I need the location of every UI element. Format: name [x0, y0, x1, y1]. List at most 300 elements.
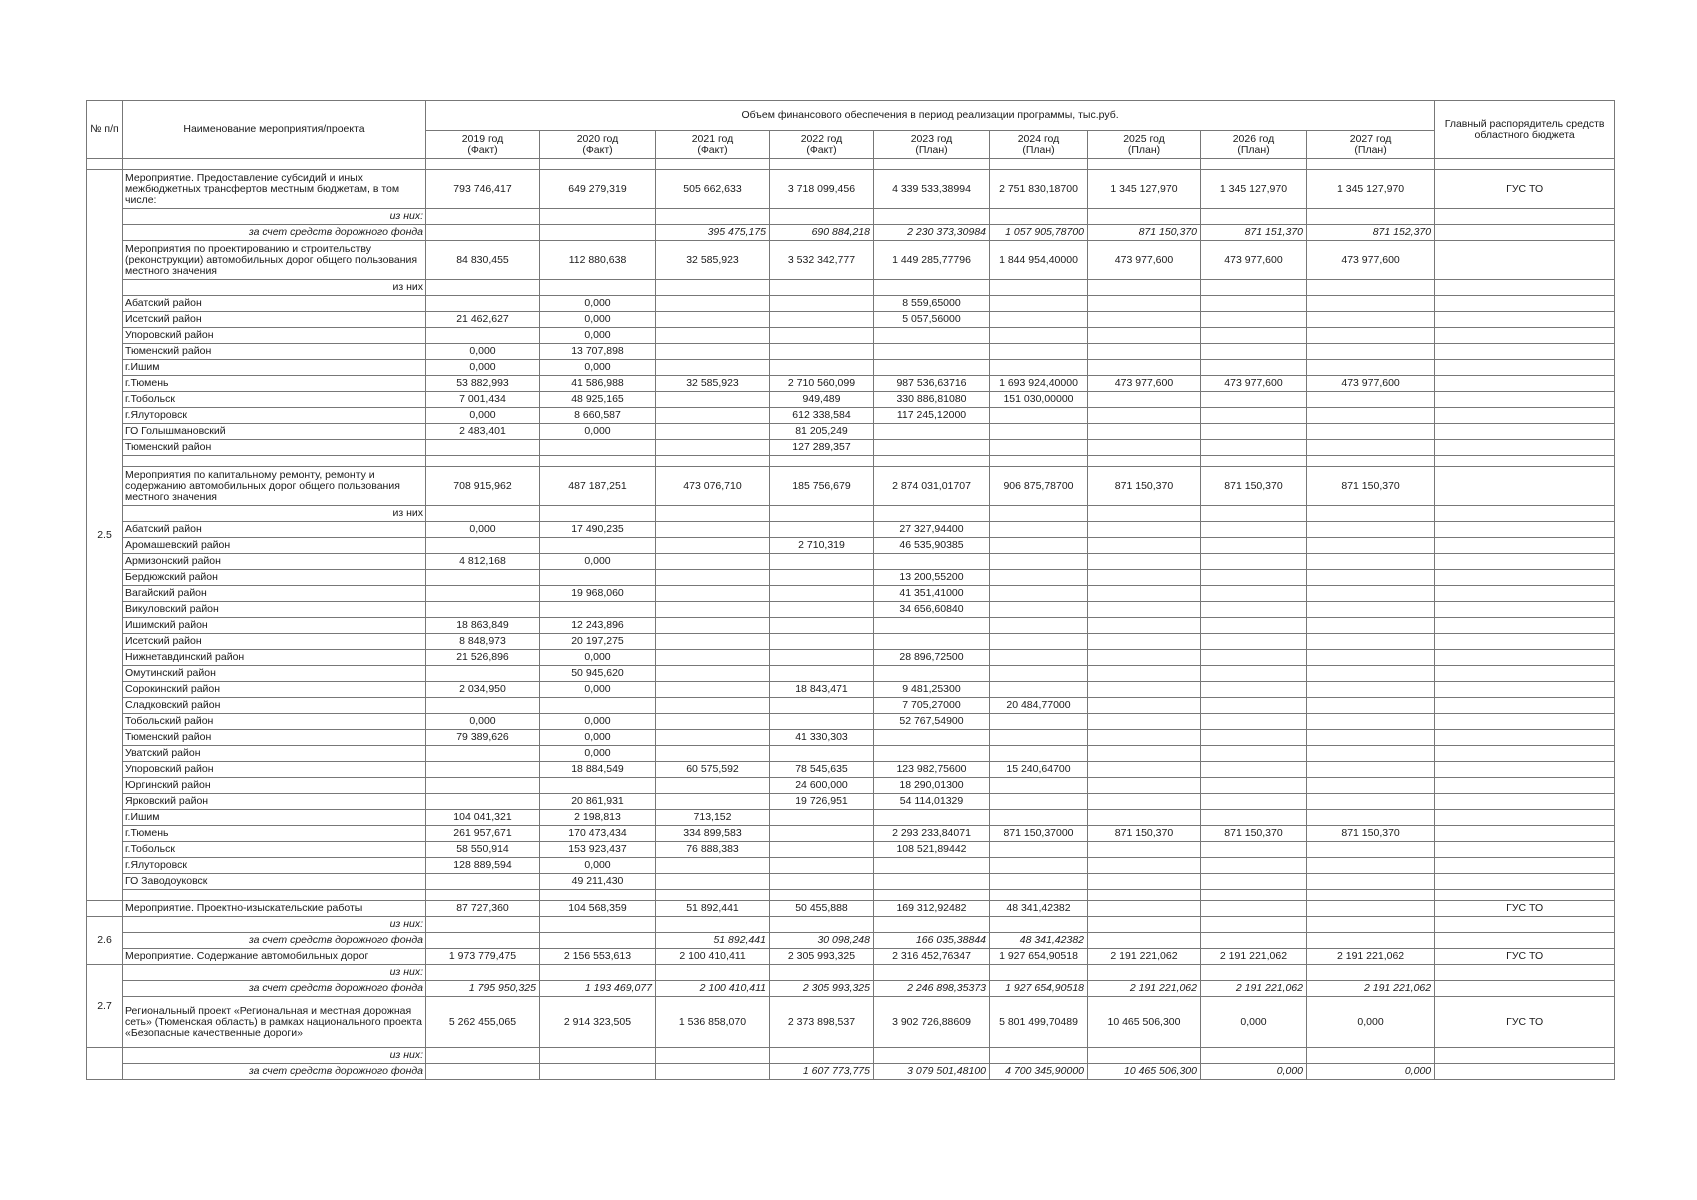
- value-cell: [1201, 650, 1307, 666]
- value-cell: [874, 328, 990, 344]
- value-cell: [1201, 392, 1307, 408]
- section-number: [87, 159, 123, 170]
- district-name: Армизонский район: [123, 554, 426, 570]
- value-cell: [1088, 778, 1201, 794]
- manager-cell: [1435, 522, 1615, 538]
- value-cell: [1201, 280, 1307, 296]
- value-cell: 1 536 858,070: [656, 997, 770, 1048]
- value-cell: [990, 344, 1088, 360]
- value-cell: 20 197,275: [540, 634, 656, 650]
- value-cell: [874, 159, 990, 170]
- value-cell: [874, 890, 990, 901]
- value-cell: [656, 634, 770, 650]
- value-cell: 690 884,218: [770, 225, 874, 241]
- value-cell: 15 240,64700: [990, 762, 1088, 778]
- value-cell: [990, 159, 1088, 170]
- value-cell: [1088, 874, 1201, 890]
- manager-cell: [1435, 440, 1615, 456]
- value-cell: [1201, 874, 1307, 890]
- value-cell: 473 977,600: [1088, 376, 1201, 392]
- value-cell: [426, 917, 540, 933]
- table-row: [87, 209, 1615, 225]
- value-cell: [1088, 762, 1201, 778]
- value-cell: [1307, 698, 1435, 714]
- value-cell: 1 844 954,40000: [990, 241, 1088, 280]
- district-name: Тобольский район: [123, 714, 426, 730]
- manager-cell: [1435, 714, 1615, 730]
- district-name: г.Тюмень: [123, 376, 426, 392]
- value-cell: [990, 440, 1088, 456]
- manager-cell: [1435, 762, 1615, 778]
- value-cell: 153 923,437: [540, 842, 656, 858]
- value-cell: [656, 618, 770, 634]
- value-cell: 871 150,370: [1201, 467, 1307, 506]
- district-name: Вагайский район: [123, 586, 426, 602]
- measure-name: Региональный проект «Региональная и местная дорожная сеть» (Тюменская область) в рамках национального проекта «Безопасные качественные дороги»: [123, 997, 426, 1048]
- value-cell: [656, 586, 770, 602]
- value-cell: 793 746,417: [426, 170, 540, 209]
- value-cell: [770, 456, 874, 467]
- value-cell: [1307, 538, 1435, 554]
- table-row: [87, 360, 1615, 376]
- value-cell: [990, 554, 1088, 570]
- value-cell: 104 568,359: [540, 901, 656, 917]
- value-cell: [874, 344, 990, 360]
- manager-cell: [1435, 650, 1615, 666]
- value-cell: [1307, 682, 1435, 698]
- value-cell: 48 341,42382: [990, 901, 1088, 917]
- value-cell: [656, 1064, 770, 1080]
- manager-cell: [1435, 890, 1615, 901]
- value-cell: [1088, 933, 1201, 949]
- value-cell: [1307, 858, 1435, 874]
- manager-cell: [1435, 842, 1615, 858]
- table-row: [87, 810, 1615, 826]
- value-cell: 473 977,600: [1307, 376, 1435, 392]
- value-cell: 871 150,370: [1307, 467, 1435, 506]
- value-cell: [1307, 1048, 1435, 1064]
- value-cell: 0,000: [1307, 1064, 1435, 1080]
- value-cell: [540, 280, 656, 296]
- value-cell: [990, 666, 1088, 682]
- value-cell: [656, 159, 770, 170]
- value-cell: 0,000: [540, 730, 656, 746]
- value-cell: 2 914 323,505: [540, 997, 656, 1048]
- value-cell: 2 156 553,613: [540, 949, 656, 965]
- value-cell: 0,000: [426, 522, 540, 538]
- value-cell: [770, 810, 874, 826]
- value-cell: 151 030,00000: [990, 392, 1088, 408]
- manager-cell: [1435, 634, 1615, 650]
- table-row: [87, 949, 1615, 965]
- value-cell: 0,000: [540, 328, 656, 344]
- district-name: Омутинский район: [123, 666, 426, 682]
- value-cell: [1307, 778, 1435, 794]
- value-cell: 51 892,441: [656, 901, 770, 917]
- value-cell: [656, 602, 770, 618]
- manager-cell: [1435, 312, 1615, 328]
- value-cell: [540, 890, 656, 901]
- value-cell: [1307, 209, 1435, 225]
- value-cell: [990, 570, 1088, 586]
- value-cell: [770, 209, 874, 225]
- value-cell: [990, 778, 1088, 794]
- value-cell: 473 977,600: [1088, 241, 1201, 280]
- value-cell: [1307, 730, 1435, 746]
- district-name: Упоровский район: [123, 328, 426, 344]
- value-cell: 473 977,600: [1201, 376, 1307, 392]
- value-cell: 24 600,000: [770, 778, 874, 794]
- value-cell: [656, 522, 770, 538]
- value-cell: [990, 328, 1088, 344]
- year-header: 2024 год (План): [990, 131, 1088, 159]
- value-cell: [874, 810, 990, 826]
- value-cell: 41 330,303: [770, 730, 874, 746]
- value-cell: [656, 858, 770, 874]
- value-cell: [1307, 714, 1435, 730]
- value-cell: 7 001,434: [426, 392, 540, 408]
- value-cell: 0,000: [1201, 1064, 1307, 1080]
- value-cell: [426, 698, 540, 714]
- value-cell: 2 191 221,062: [1201, 981, 1307, 997]
- value-cell: [656, 456, 770, 467]
- value-cell: [990, 794, 1088, 810]
- value-cell: [1201, 586, 1307, 602]
- value-cell: 334 899,583: [656, 826, 770, 842]
- value-cell: [1088, 618, 1201, 634]
- section-number: [87, 1048, 123, 1080]
- value-cell: [1201, 456, 1307, 467]
- manager-cell: [1435, 392, 1615, 408]
- value-cell: [990, 506, 1088, 522]
- value-cell: 53 882,993: [426, 376, 540, 392]
- value-cell: [770, 280, 874, 296]
- manager-cell: [1435, 618, 1615, 634]
- section-number: 2.6: [87, 917, 123, 965]
- value-cell: [1307, 159, 1435, 170]
- fund-label: за счет средств дорожного фонда: [123, 1064, 426, 1080]
- section-number: 2.5: [87, 170, 123, 901]
- value-cell: [1201, 209, 1307, 225]
- value-cell: [1088, 842, 1201, 858]
- manager-cell: [1435, 1048, 1615, 1064]
- value-cell: 104 041,321: [426, 810, 540, 826]
- value-cell: 708 915,962: [426, 467, 540, 506]
- value-cell: 50 455,888: [770, 901, 874, 917]
- fund-label: за счет средств дорожного фонда: [123, 933, 426, 949]
- value-cell: 0,000: [540, 682, 656, 698]
- value-cell: [540, 602, 656, 618]
- value-cell: [426, 762, 540, 778]
- value-cell: [1307, 312, 1435, 328]
- manager-cell: [1435, 360, 1615, 376]
- value-cell: [540, 506, 656, 522]
- value-cell: [990, 965, 1088, 981]
- value-cell: [1088, 901, 1201, 917]
- manager-cell: [1435, 602, 1615, 618]
- table-row: [87, 280, 1615, 296]
- value-cell: [770, 522, 874, 538]
- value-cell: 9 481,25300: [874, 682, 990, 698]
- value-cell: [656, 890, 770, 901]
- district-name: г.Тобольск: [123, 842, 426, 858]
- value-cell: 127 289,357: [770, 440, 874, 456]
- manager-cell: [1435, 917, 1615, 933]
- value-cell: [426, 1048, 540, 1064]
- value-cell: [1307, 328, 1435, 344]
- value-cell: 473 977,600: [1201, 241, 1307, 280]
- value-cell: [874, 858, 990, 874]
- table-row: [87, 376, 1615, 392]
- table-row: [87, 440, 1615, 456]
- section-number: 2.7: [87, 965, 123, 1048]
- value-cell: [990, 296, 1088, 312]
- value-cell: 0,000: [426, 714, 540, 730]
- value-cell: [656, 965, 770, 981]
- value-cell: [1201, 522, 1307, 538]
- value-cell: 54 114,01329: [874, 794, 990, 810]
- manager-cell: [1435, 241, 1615, 280]
- value-cell: [1307, 456, 1435, 467]
- value-cell: [540, 209, 656, 225]
- col-name-header: Наименование мероприятия/проекта: [123, 101, 426, 159]
- value-cell: [770, 159, 874, 170]
- value-cell: [1088, 296, 1201, 312]
- value-cell: 21 462,627: [426, 312, 540, 328]
- district-name: Тюменский район: [123, 440, 426, 456]
- value-cell: [426, 456, 540, 467]
- table-row: [87, 344, 1615, 360]
- value-cell: [1088, 209, 1201, 225]
- empty-cell: [123, 159, 426, 170]
- value-cell: [1307, 440, 1435, 456]
- value-cell: [874, 440, 990, 456]
- manager-cell: [1435, 965, 1615, 981]
- value-cell: [426, 225, 540, 241]
- district-name: г.Ишим: [123, 810, 426, 826]
- value-cell: 18 863,849: [426, 618, 540, 634]
- value-cell: [1088, 602, 1201, 618]
- district-name: Абатский район: [123, 296, 426, 312]
- year-header: 2023 год (План): [874, 131, 990, 159]
- table-row: [87, 981, 1615, 997]
- manager-cell: ГУС ТО: [1435, 997, 1615, 1048]
- value-cell: 1 345 127,970: [1088, 170, 1201, 209]
- value-cell: [1201, 917, 1307, 933]
- value-cell: [1201, 538, 1307, 554]
- value-cell: [1307, 810, 1435, 826]
- table-row: [87, 874, 1615, 890]
- manager-cell: ГУС ТО: [1435, 949, 1615, 965]
- value-cell: [656, 408, 770, 424]
- value-cell: [540, 440, 656, 456]
- value-cell: [1201, 344, 1307, 360]
- value-cell: [1201, 794, 1307, 810]
- value-cell: [770, 586, 874, 602]
- value-cell: 612 338,584: [770, 408, 874, 424]
- value-cell: [1088, 858, 1201, 874]
- value-cell: [874, 554, 990, 570]
- value-cell: [1307, 296, 1435, 312]
- value-cell: 2 100 410,411: [656, 949, 770, 965]
- value-cell: 2 191 221,062: [1307, 981, 1435, 997]
- table-row: [87, 570, 1615, 586]
- value-cell: [1201, 698, 1307, 714]
- manager-cell: [1435, 328, 1615, 344]
- value-cell: 13 200,55200: [874, 570, 990, 586]
- value-cell: 473 977,600: [1307, 241, 1435, 280]
- year-header: 2019 год (Факт): [426, 131, 540, 159]
- value-cell: 4 700 345,90000: [990, 1064, 1088, 1080]
- empty-cell: [123, 890, 426, 901]
- value-cell: [1201, 890, 1307, 901]
- value-cell: [990, 917, 1088, 933]
- subheading-label: из них:: [123, 917, 426, 933]
- value-cell: [1307, 650, 1435, 666]
- value-cell: [1201, 159, 1307, 170]
- district-name: Ярковский район: [123, 794, 426, 810]
- value-cell: 2 100 410,411: [656, 981, 770, 997]
- value-cell: 0,000: [426, 408, 540, 424]
- value-cell: 0,000: [1307, 997, 1435, 1048]
- fund-label: за счет средств дорожного фонда: [123, 981, 426, 997]
- value-cell: [990, 209, 1088, 225]
- value-cell: [874, 965, 990, 981]
- value-cell: 871 150,370: [1088, 826, 1201, 842]
- value-cell: 32 585,923: [656, 376, 770, 392]
- district-name: Сорокинский район: [123, 682, 426, 698]
- table-row: [87, 538, 1615, 554]
- value-cell: [770, 634, 874, 650]
- value-cell: [540, 538, 656, 554]
- district-name: Исетский район: [123, 634, 426, 650]
- value-cell: 1 345 127,970: [1201, 170, 1307, 209]
- fund-label: за счет средств дорожного фонда: [123, 225, 426, 241]
- value-cell: [990, 890, 1088, 901]
- value-cell: [1088, 965, 1201, 981]
- value-cell: 18 843,471: [770, 682, 874, 698]
- manager-cell: [1435, 874, 1615, 890]
- value-cell: [1088, 522, 1201, 538]
- value-cell: 0,000: [540, 424, 656, 440]
- value-cell: [990, 842, 1088, 858]
- value-cell: [874, 666, 990, 682]
- table-row: [87, 1048, 1615, 1064]
- value-cell: [1088, 456, 1201, 467]
- value-cell: [874, 424, 990, 440]
- subheading-label: из них:: [123, 965, 426, 981]
- value-cell: [1088, 538, 1201, 554]
- value-cell: 1 927 654,90518: [990, 949, 1088, 965]
- value-cell: 3 532 342,777: [770, 241, 874, 280]
- district-name: Викуловский район: [123, 602, 426, 618]
- value-cell: 18 290,01300: [874, 778, 990, 794]
- value-cell: [770, 890, 874, 901]
- value-cell: 2 198,813: [540, 810, 656, 826]
- district-name: г.Тобольск: [123, 392, 426, 408]
- value-cell: [540, 159, 656, 170]
- value-cell: [540, 933, 656, 949]
- value-cell: [1088, 650, 1201, 666]
- value-cell: [426, 602, 540, 618]
- manager-cell: [1435, 981, 1615, 997]
- table-row: [87, 762, 1615, 778]
- value-cell: [656, 698, 770, 714]
- table-row: [87, 1064, 1615, 1080]
- value-cell: [540, 698, 656, 714]
- manager-cell: [1435, 586, 1615, 602]
- value-cell: [1201, 328, 1307, 344]
- value-cell: [1088, 698, 1201, 714]
- district-name: Бердюжский район: [123, 570, 426, 586]
- value-cell: [1307, 901, 1435, 917]
- value-cell: 32 585,923: [656, 241, 770, 280]
- value-cell: 1 449 285,77796: [874, 241, 990, 280]
- value-cell: [540, 570, 656, 586]
- manager-cell: [1435, 225, 1615, 241]
- value-cell: 2 373 898,537: [770, 997, 874, 1048]
- value-cell: [874, 1048, 990, 1064]
- value-cell: [1088, 392, 1201, 408]
- table-row: [87, 586, 1615, 602]
- district-name: г.Ялуторовск: [123, 408, 426, 424]
- value-cell: [656, 666, 770, 682]
- manager-cell: [1435, 826, 1615, 842]
- value-cell: [1307, 794, 1435, 810]
- district-name: ГО Голышмановский: [123, 424, 426, 440]
- value-cell: [770, 618, 874, 634]
- value-cell: 48 341,42382: [990, 933, 1088, 949]
- value-cell: [770, 826, 874, 842]
- manager-cell: [1435, 467, 1615, 506]
- value-cell: [770, 570, 874, 586]
- value-cell: 0,000: [540, 714, 656, 730]
- value-cell: [426, 280, 540, 296]
- value-cell: 0,000: [540, 746, 656, 762]
- value-cell: [426, 159, 540, 170]
- value-cell: [1307, 344, 1435, 360]
- value-cell: 34 656,60840: [874, 602, 990, 618]
- value-cell: [1201, 746, 1307, 762]
- year-header: 2026 год (План): [1201, 131, 1307, 159]
- table-row: [87, 296, 1615, 312]
- value-cell: [1307, 762, 1435, 778]
- table-row: [87, 997, 1615, 1048]
- value-cell: [770, 874, 874, 890]
- manager-cell: [1435, 746, 1615, 762]
- value-cell: 123 982,75600: [874, 762, 990, 778]
- value-cell: 2 305 993,325: [770, 981, 874, 997]
- value-cell: [990, 1048, 1088, 1064]
- col-manager-header: Главный распорядитель средств областного бюджета: [1435, 101, 1615, 159]
- year-header: 2027 год (План): [1307, 131, 1435, 159]
- value-cell: 50 945,620: [540, 666, 656, 682]
- value-cell: [656, 312, 770, 328]
- value-cell: [426, 778, 540, 794]
- table-row: [87, 506, 1615, 522]
- value-cell: [990, 874, 1088, 890]
- value-cell: [1307, 618, 1435, 634]
- value-cell: [656, 360, 770, 376]
- value-cell: 871 150,37000: [990, 826, 1088, 842]
- value-cell: [874, 209, 990, 225]
- table-row: [87, 408, 1615, 424]
- value-cell: [770, 698, 874, 714]
- value-cell: [770, 296, 874, 312]
- value-cell: [540, 456, 656, 467]
- value-cell: [656, 440, 770, 456]
- value-cell: [770, 344, 874, 360]
